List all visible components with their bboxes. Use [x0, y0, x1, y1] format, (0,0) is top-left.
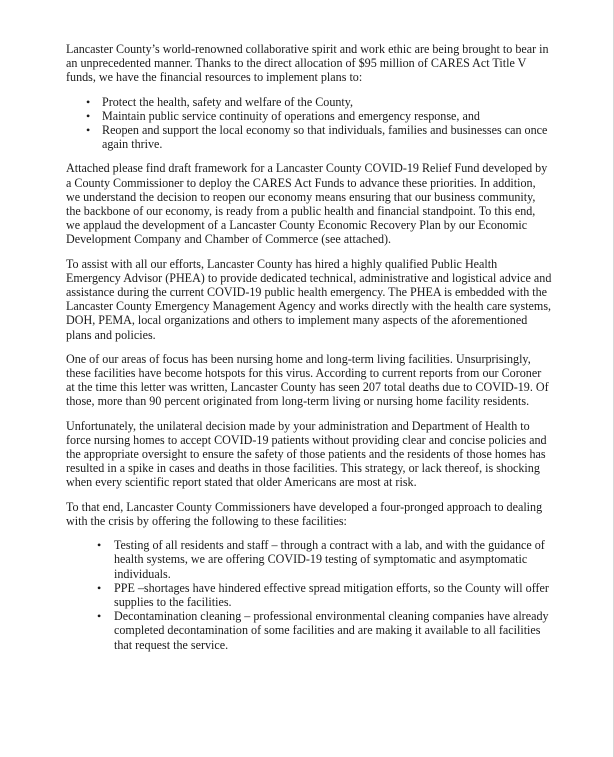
paragraph-cares-funding: Lancaster County’s world-renowned collaborative spirit and work ethic are being brought to bear in an unprecedented manner. Thanks to the direct allocation of $95 million of CARES Act Title V funds, we have the financial resources to implement plans to: — [66, 42, 549, 85]
document-body — [66, 42, 552, 662]
bullet-icon: • — [97, 538, 102, 553]
list-item — [66, 581, 552, 609]
approach-list — [66, 538, 552, 652]
list-item-text: Reopen and support the local economy so that individuals, families and businesses can once again thrive. — [102, 123, 548, 152]
list-item — [66, 538, 552, 581]
list-item-text: PPE –shortages have hindered effective spread mitigation efforts, so the County will offer supplies to the facilities. — [114, 580, 549, 609]
bullet-icon: • — [97, 580, 102, 595]
bullet-icon: • — [86, 108, 91, 123]
paragraph-nursing-homes: One of our areas of focus has been nursing home and long-term living facilities. Unsurprisingly, these facilities have become hotspots for this virus. According to current reports from our Coroner at the time this letter was written, Lancaster County has seen 207 total deaths due to COVID-19. Of those, more than 90 percent originated from long-term living or nursing home facility residents. — [66, 351, 549, 409]
paragraph-phea: To assist with all our efforts, Lancaster County has hired a highly qualified Public Health Emergency Advisor (PHEA) to provide dedicated technical, administrative and logistical advice and assistance during the current COVID-19 public health emergency. The PHEA is embedded with the Lancaster County Emergency Management Agency and works directly with the health care systems, DOH, PEMA, local organizations and others to implement many aspects of the aforementioned plans and policies. — [66, 256, 552, 342]
paragraph-four-pronged: To that end, Lancaster County Commissioners have developed a four-pronged approach to dealing with the crisis by offering the following to these facilities: — [66, 499, 543, 528]
bullet-icon: • — [86, 123, 91, 138]
list-item — [66, 123, 552, 151]
paragraph-doh-decision: Unfortunately, the unilateral decision made by your administration and Department of Health to force nursing homes to accept COVID-19 patients without providing clear and concise policies and the appropriate oversight to ensure the safety of those patients and the residents of those homes has resulted in a spike in cases and deaths in those facilities. This strategy, or lack thereof, is shocking when every scientific report stated that older Americans are most at risk. — [66, 418, 547, 490]
list-item — [66, 95, 552, 109]
priorities-list — [66, 95, 552, 152]
list-item-text: Testing of all residents and staff – through a contract with a lab, and with the guidance of health systems, we are offering COVID-19 testing of symptomatic and asymptomatic individuals. — [114, 538, 545, 581]
bullet-icon: • — [97, 609, 102, 624]
list-item-text: Protect the health, safety and welfare of the County, — [102, 94, 354, 109]
list-item-text: Decontamination cleaning – professional environmental cleaning companies have already completed decontamination of some facilities and are making it available to all facilities that request the service. — [114, 609, 549, 652]
bullet-icon: • — [86, 94, 91, 109]
list-item — [66, 609, 552, 652]
list-item-text: Maintain public service continuity of operations and emergency response, and — [102, 108, 480, 123]
paragraph-relief-fund: Attached please find draft framework for a Lancaster County COVID-19 Relief Fund developed by a County Commissioner to deploy the CARES Act Funds to advance these priorities. In addition, we understand the decision to reopen our economy means ensuring that our business community, the backbone of our economy, is ready from a public health and financial standpoint. To this end, we applaud the development of a Lancaster County Economic Recovery Plan by our Economic Development Company and Chamber of Commerce (see attached). — [66, 161, 548, 247]
list-item — [66, 109, 552, 123]
